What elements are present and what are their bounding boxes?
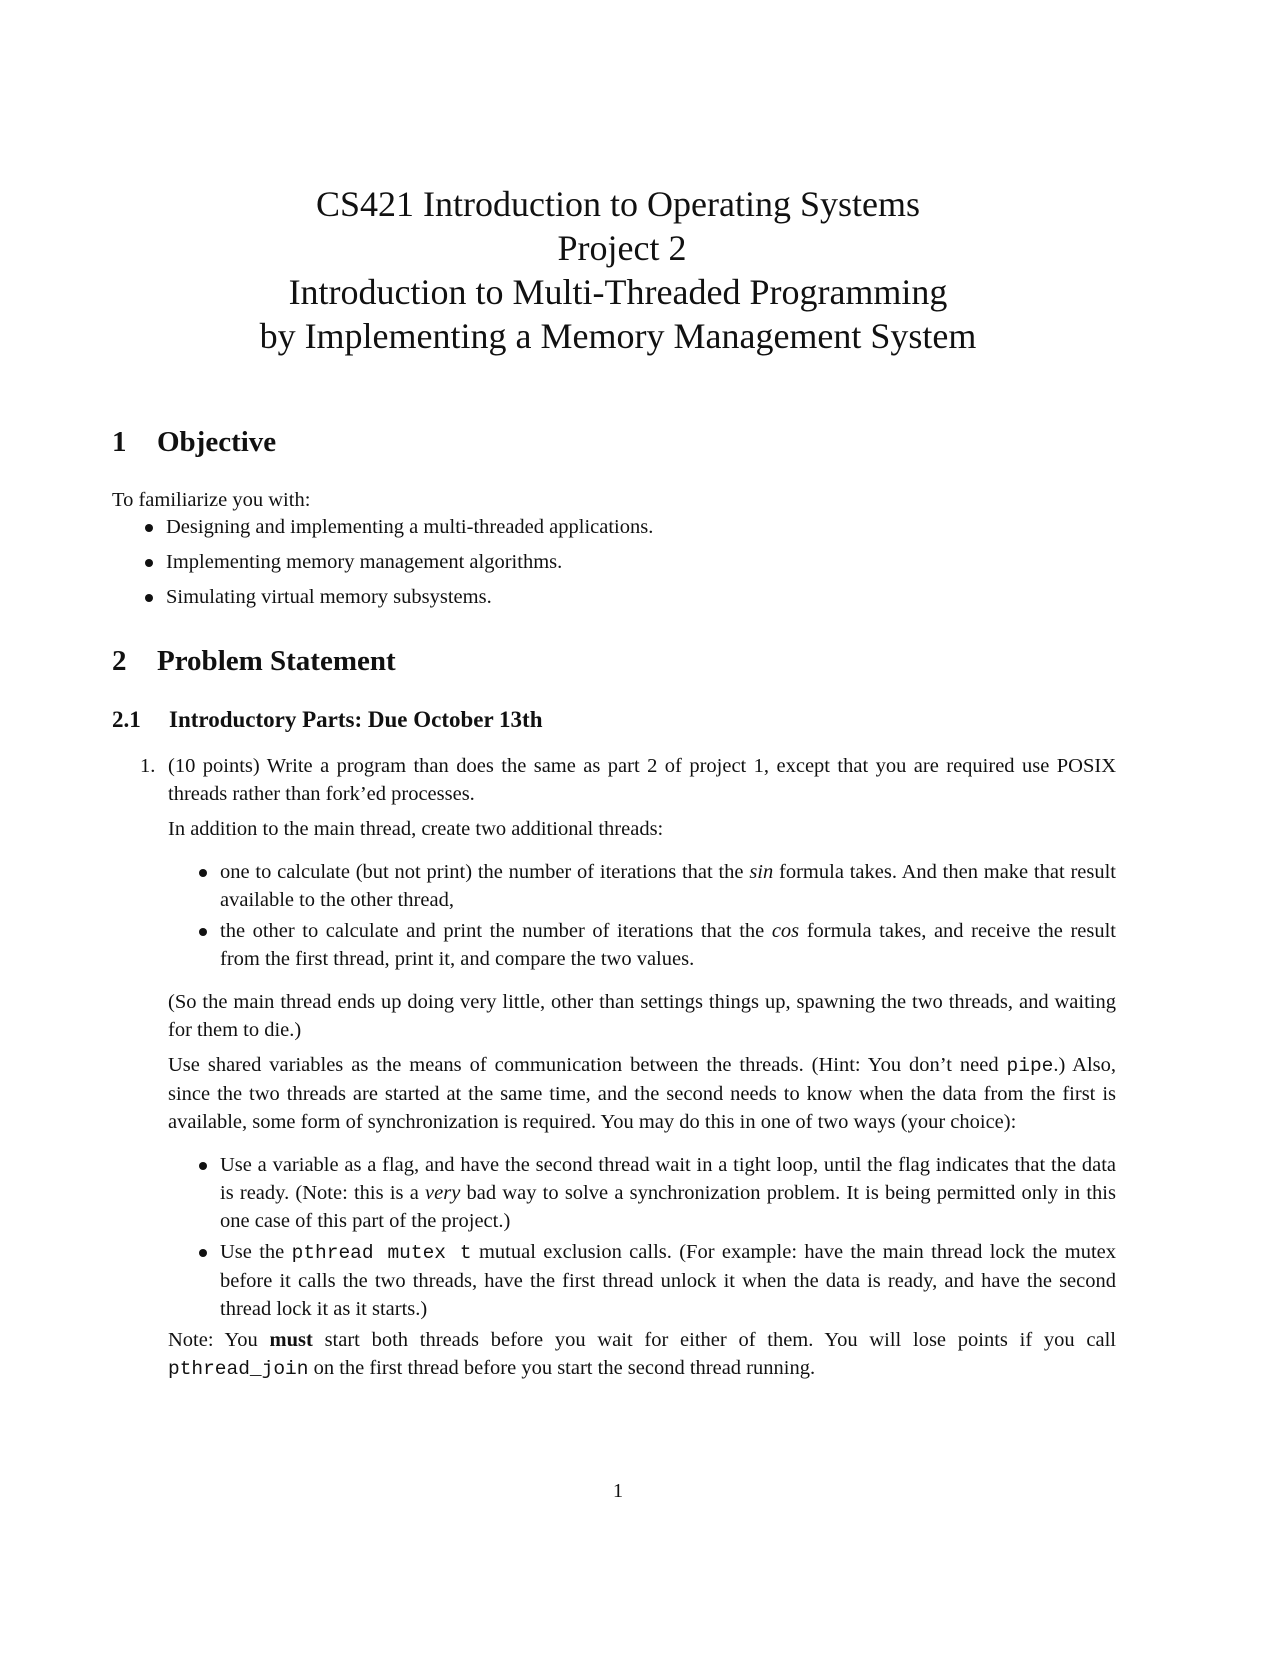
item-1-body xyxy=(168,752,1116,1383)
list-item: Use the pthread mutex t mutual exclusion calls. (For example: have the main thread lock the mutex before it calls the two threads, have the first thread unlock it when the data is ready, and have the second thread lock it as it starts.) xyxy=(196,1238,1116,1323)
list-item: Designing and implementing a multi-threaded applications. xyxy=(142,513,1042,541)
page-number: 1 xyxy=(612,1480,624,1502)
list-item: Use a variable as a flag, and have the second thread wait in a tight loop, until the flag indicates that the data is ready. (Note: this is a very bad way to solve a synchronization problem. It is being permitted only in this one case of this part of the project.) xyxy=(196,1151,1116,1235)
subsection-heading xyxy=(112,707,543,733)
list-item: one to calculate (but not print) the number of iterations that the sin formula takes. And then make that result available to the other thread, xyxy=(196,858,1116,914)
section-title: Objective xyxy=(157,426,277,458)
threads-intro: In addition to the main thread, create two additional threads: xyxy=(168,818,664,840)
list-item: the other to calculate and print the number of iterations that the cos formula takes, and receive the result from the first thread, print it, and compare the two values. xyxy=(196,917,1116,973)
sync-options-list xyxy=(196,1151,1116,1323)
objective-intro: To familiarize you with: xyxy=(112,489,311,511)
bullet-icon xyxy=(199,1249,207,1257)
code-mutex: pthread mutex t xyxy=(291,1242,472,1264)
shared-variables-paragraph: Use shared variables as the means of communication between the threads. (Hint: You don’t need pipe.) Also, since the two threads are started at the same time, and the second needs to know when the data from the first is available, some form of synchronization is required. You may do this in one of two ways (your choice): xyxy=(168,1054,1116,1133)
code-pthread-join: pthread_join xyxy=(168,1358,309,1380)
section-number: 1 xyxy=(112,426,127,458)
bullet-icon xyxy=(199,869,207,877)
subsection-title: Introductory Parts: Due October 13th xyxy=(169,707,543,732)
item-1-paragraph: (10 points) Write a program than does the same as part 2 of project 1, except that you are required use POSIX threads rather than fork’ed processes. xyxy=(168,755,1116,805)
course-title: CS421 Introduction to Operating Systems xyxy=(316,184,920,224)
section-title: Problem Statement xyxy=(157,645,396,677)
important-note: Note: You must start both threads before you wait for either of them. You will lose points if you call pthread_join on the first thread before you start the second thread running. xyxy=(168,1329,1116,1380)
bullet-icon xyxy=(145,524,153,532)
section-number: 2 xyxy=(112,645,127,677)
section-heading-objective xyxy=(112,426,276,459)
bullet-icon xyxy=(199,1162,207,1170)
bullet-icon xyxy=(145,559,153,567)
section-heading-problem xyxy=(112,645,396,678)
code-pipe: pipe xyxy=(1006,1055,1054,1077)
list-item: Simulating virtual memory subsystems. xyxy=(142,583,1042,611)
bullet-icon xyxy=(145,594,153,602)
project-number: Project 2 xyxy=(557,228,687,268)
list-item: Implementing memory management algorithms. xyxy=(142,548,1042,576)
project-subtitle-2: by Implementing a Memory Management System xyxy=(259,316,977,356)
subsection-number: 2.1 xyxy=(112,707,141,732)
document-title xyxy=(0,182,1236,358)
thread-list xyxy=(196,858,1116,973)
project-subtitle: Introduction to Multi-Threaded Programming xyxy=(288,272,948,312)
objective-list xyxy=(142,513,1042,618)
bullet-icon xyxy=(199,928,207,936)
main-thread-note: (So the main thread ends up doing very little, other than settings things up, spawning the two threads, and waiting for them to die.) xyxy=(168,991,1116,1041)
item-number: 1. xyxy=(140,755,156,777)
